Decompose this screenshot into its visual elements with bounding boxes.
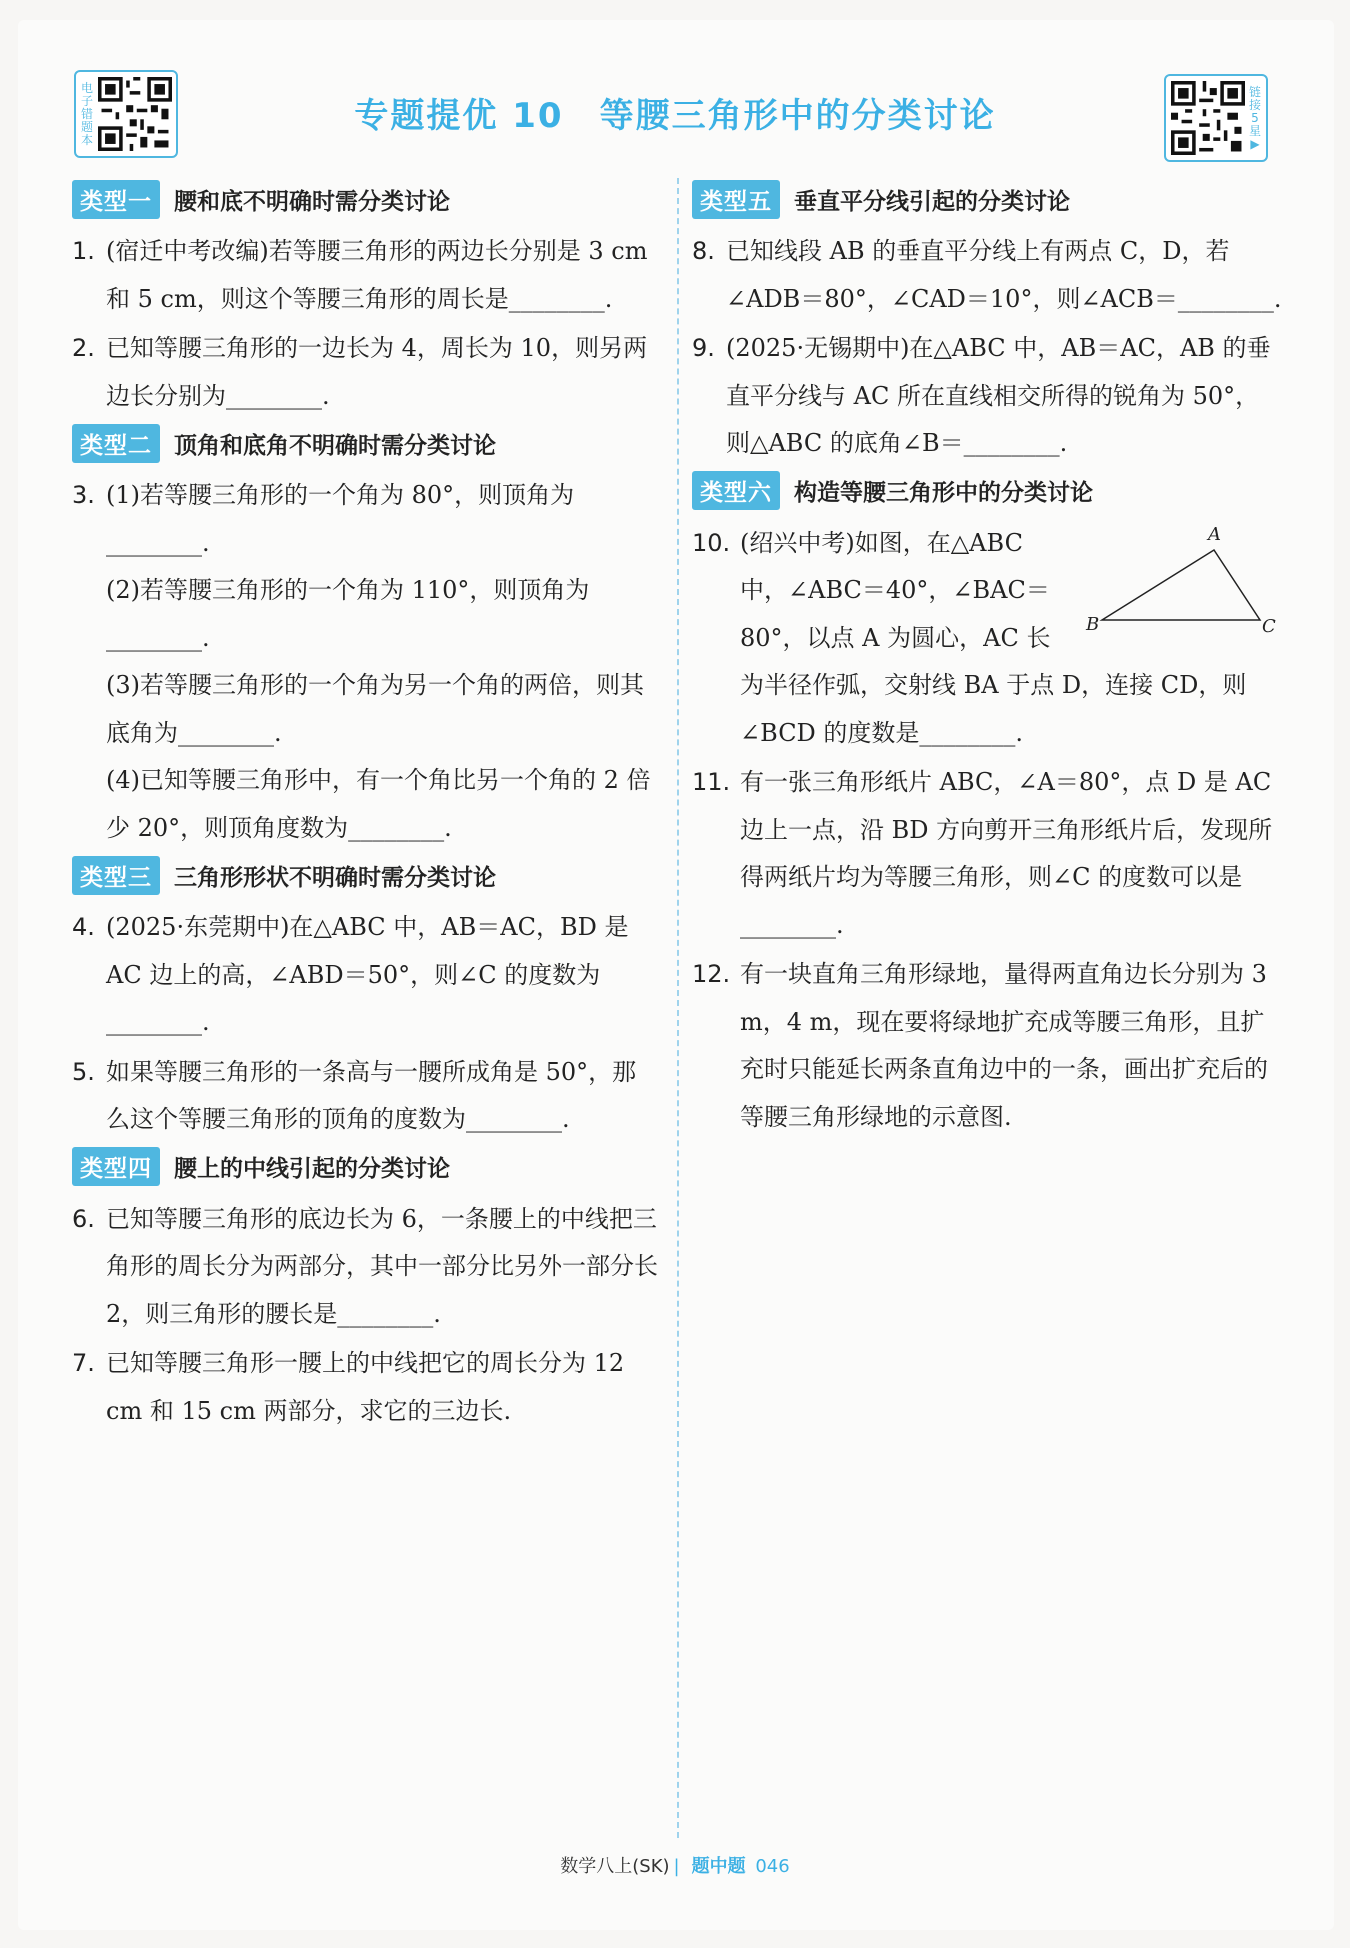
left-column (72, 176, 660, 1437)
question-line: 中，∠ABC＝40°，∠BAC＝ (740, 576, 1050, 604)
question-9 (692, 325, 1282, 468)
section-badge: 类型五 (692, 180, 780, 219)
section-badge: 类型一 (72, 180, 160, 219)
question-number: 1. (72, 237, 95, 265)
section-badge: 类型四 (72, 1147, 160, 1186)
vertex-b-label: B (1086, 613, 1100, 635)
question-text: 已知等腰三角形一腰上的中线把它的周长分为 12 cm 和 15 cm 两部分，求它的三边长. (106, 1349, 625, 1425)
question-text: (2025·无锡期中)在△ABC 中，AB＝AC，AB 的垂直平分线与 AC 所在直线相交所得的锐角为 50°，则△ABC 的底角∠B＝________. (726, 334, 1271, 457)
section-type-5 (692, 178, 1282, 220)
right-column (692, 176, 1282, 1143)
question-part: (2)若等腰三角形的一个角为 110°，则顶角为________. (106, 576, 590, 652)
question-number: 7. (72, 1349, 95, 1377)
triangle-figure (1082, 520, 1282, 642)
question-line: 80°，以点 A 为圆心，AC 长 (740, 623, 1051, 652)
question-10 (692, 520, 1282, 758)
section-title: 腰上的中线引起的分类讨论 (174, 1156, 450, 1182)
question-5 (72, 1049, 660, 1144)
footer-subject: 数学八上(SK) (560, 1856, 670, 1877)
page-footer (0, 1852, 1350, 1878)
qr-right-label: 链接5星▶ (1248, 84, 1261, 151)
question-text: 已知线段 AB 的垂直平分线上有两点 C，D，若∠ADB＝80°，∠CAD＝10°，则∠ACB＝________. (726, 237, 1282, 313)
question-number: 4. (72, 913, 95, 941)
section-title: 顶角和底角不明确时需分类讨论 (174, 432, 496, 459)
question-text: 有一张三角形纸片 ABC，∠A＝80°，点 D 是 AC 边上一点，沿 BD 方向剪开三角形纸片后，发现所得两纸片均为等腰三角形，则∠C 的度数可以是________. (740, 768, 1273, 939)
question-12 (692, 951, 1282, 1141)
question-text: 为半径作弧，交射线 BA 于点 D，连接 CD，则∠BCD 的度数是________. (740, 671, 1247, 747)
page-title: 专题提优 10 等腰三角形中的分类讨论 (354, 96, 996, 136)
question-text: (2025·东莞期中)在△ABC 中，AB＝AC，BD 是 AC 边上的高，∠ABD＝50°，则∠C 的度数为________. (106, 913, 629, 1036)
question-2 (72, 325, 660, 420)
section-type-4 (72, 1146, 660, 1188)
question-number: 5. (72, 1057, 95, 1086)
triangle-abc (1102, 550, 1260, 620)
section-badge: 类型二 (72, 424, 160, 463)
question-3 (72, 472, 660, 852)
section-badge: 类型三 (72, 856, 160, 895)
question-part: (4)已知等腰三角形中，有一个角比另一个角的 2 倍少 20°，则顶角度数为________. (106, 766, 651, 842)
section-title: 垂直平分线引起的分类讨论 (794, 188, 1070, 215)
question-text: 如果等腰三角形的一条高与一腰所成角是 50°，那么这个等腰三角形的顶角的度数为________. (106, 1057, 637, 1133)
section-type-2 (72, 422, 660, 464)
page-number: 046 (755, 1856, 790, 1877)
vertex-c-label: C (1262, 615, 1276, 637)
question-text: 已知等腰三角形的底边长为 6，一条腰上的中线把三角形的周长分为两部分，其中一部分比另外一部分长 2，则三角形的腰长是________. (106, 1204, 658, 1328)
question-number: 3. (72, 481, 95, 509)
question-4 (72, 904, 660, 1047)
question-part: (1)若等腰三角形的一个角为 80°，则顶角为________. (106, 481, 575, 557)
question-part: (3)若等腰三角形的一个角为另一个角的两倍，则其底角为________. (106, 671, 644, 747)
question-8 (692, 228, 1282, 323)
question-11 (692, 759, 1282, 949)
question-6 (72, 1196, 660, 1339)
question-number: 12. (692, 960, 731, 988)
footer-brand: 题中题 (691, 1856, 746, 1877)
section-badge: 类型六 (692, 471, 780, 510)
question-7 (72, 1340, 660, 1435)
question-text: (宿迁中考改编)若等腰三角形的两边长分别是 3 cm 和 5 cm，则这个等腰三角形的周长是________. (106, 237, 648, 313)
section-type-1 (72, 178, 660, 220)
question-1 (72, 228, 660, 323)
vertex-a-label: A (1208, 523, 1221, 545)
question-number: 11. (692, 768, 731, 796)
qr-left-label: 电子错题本 (80, 80, 93, 147)
question-text: 已知等腰三角形的一边长为 4，周长为 10，则另两边长分别为________. (106, 334, 648, 410)
question-number: 9. (692, 334, 715, 362)
question-number: 2. (72, 334, 95, 362)
triangle-abc-diagram (1082, 520, 1282, 642)
question-number: 6. (72, 1204, 95, 1233)
question-number: 8. (692, 237, 715, 265)
question-text: 有一块直角三角形绿地，量得两直角边长分别为 3 m，4 m，现在要将绿地扩充成等腰三角形，且扩充时只能延长两条直角边中的一条，画出扩充后的等腰三角形绿地的示意图. (740, 960, 1268, 1131)
column-divider (677, 178, 679, 1838)
question-line: (绍兴中考)如图，在△ABC (740, 528, 1023, 557)
section-title: 三角形形状不明确时需分类讨论 (174, 864, 496, 891)
footer-separator: | (673, 1856, 680, 1877)
section-title: 构造等腰三角形中的分类讨论 (794, 480, 1093, 506)
section-type-6 (692, 470, 1282, 512)
section-title: 腰和底不明确时需分类讨论 (174, 188, 450, 215)
section-type-3 (72, 854, 660, 896)
question-number: 10. (692, 528, 731, 557)
